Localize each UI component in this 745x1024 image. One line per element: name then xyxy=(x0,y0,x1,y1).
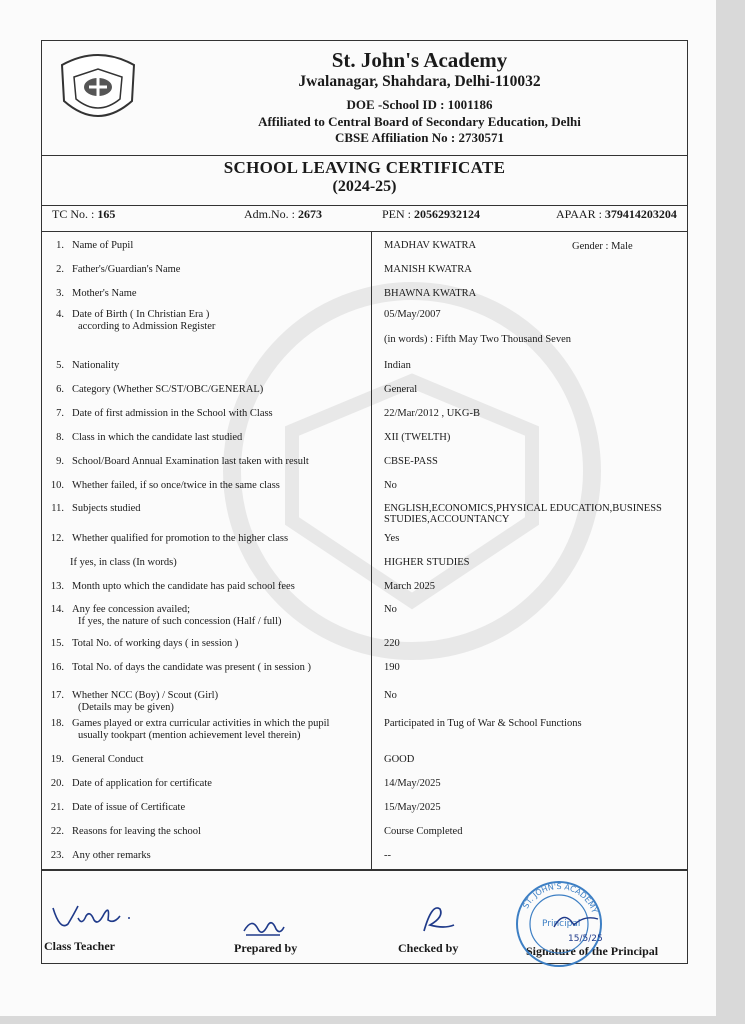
pen-label: PEN : xyxy=(382,207,415,221)
row-value xyxy=(384,309,684,345)
row-label-line: Reasons for leaving the school xyxy=(72,826,201,837)
row-value-line: 220 xyxy=(384,638,400,649)
row-number: 8. xyxy=(56,432,64,443)
apaar-label: APAAR : xyxy=(556,207,605,221)
cbse-affiliation-no: CBSE Affiliation No : 2730571 xyxy=(334,130,504,145)
row-label-line: Total No. of days the candidate was present ( in session ) xyxy=(72,662,311,673)
school-crest-logo xyxy=(52,43,144,135)
row-label xyxy=(72,360,362,372)
row-number: 11. xyxy=(51,503,64,514)
row-number: 13. xyxy=(50,581,64,592)
row-label xyxy=(72,408,362,420)
checked-by-label: Checked by xyxy=(398,941,459,955)
row-number: 21. xyxy=(50,802,64,813)
row-label-line: Date of application for certificate xyxy=(72,778,212,789)
row-number: 17. xyxy=(50,690,64,701)
row-value xyxy=(384,604,684,615)
row-label-line: Whether NCC (Boy) / Scout (Girl) xyxy=(72,690,219,701)
row-value xyxy=(384,662,684,673)
id-row xyxy=(42,205,687,232)
row-value-line: 15/May/2025 xyxy=(384,802,441,813)
tc-value: 165 xyxy=(97,207,116,221)
certificate-frame xyxy=(41,40,688,964)
row-label-line: Whether failed, if so once/twice in the same class xyxy=(72,480,280,491)
row-number: 4. xyxy=(56,309,64,320)
row-value-line: STUDIES,ACCOUNTANCY xyxy=(384,514,510,525)
row-label-line: Any other remarks xyxy=(72,850,151,861)
row-label-line: General Conduct xyxy=(72,754,144,765)
school-seal-stamp xyxy=(514,879,604,969)
row-number: 18. xyxy=(50,718,64,729)
row-label xyxy=(72,638,362,650)
row-value xyxy=(384,288,684,299)
prepared-by-signature xyxy=(238,913,288,943)
row-value-line: GOOD xyxy=(384,754,415,765)
prepared-by-label: Prepared by xyxy=(234,941,298,955)
row-label xyxy=(72,604,362,628)
row-value-line: No xyxy=(384,690,397,701)
svg-text:ST. JOHN'S ACADEMY: ST. JOHN'S ACADEMY xyxy=(521,881,600,915)
apaar-value: 379414203204 xyxy=(604,207,677,221)
row-label xyxy=(72,802,362,814)
gender: Gender : Male xyxy=(572,241,633,252)
row-number: 5. xyxy=(56,360,64,371)
row-value xyxy=(384,360,684,371)
row-number: 20. xyxy=(50,778,64,789)
row-label-line: Name of Pupil xyxy=(72,240,134,251)
certificate-header xyxy=(42,41,687,156)
row-label xyxy=(70,557,360,569)
row-label-line: If yes, in class (In words) xyxy=(70,557,177,568)
row-label xyxy=(72,456,362,468)
row-number: 6. xyxy=(56,384,64,395)
row-label-line: Games played or extra curricular activities in which the pupil xyxy=(72,718,330,729)
footer-divider xyxy=(42,869,687,871)
row-value-line: Participated in Tug of War & School Functions xyxy=(384,718,582,729)
checked-by-signature xyxy=(414,899,464,939)
row-value xyxy=(384,557,684,568)
row-value-line: Indian xyxy=(384,360,411,371)
row-value xyxy=(384,581,684,592)
row-label xyxy=(72,718,362,742)
adm-label: Adm.No. : xyxy=(244,207,298,221)
row-label xyxy=(72,754,362,766)
row-label-line: Month upto which the candidate has paid school fees xyxy=(72,581,295,592)
row-value-line: ENGLISH,ECONOMICS,PHYSICAL EDUCATION,BUSINESS xyxy=(384,503,662,514)
row-value-line: CBSE-PASS xyxy=(384,456,438,467)
row-label-line: Father's/Guardian's Name xyxy=(72,264,181,275)
row-value-line: XII (TWELTH) xyxy=(384,432,451,443)
row-label-line: School/Board Annual Examination last taken with result xyxy=(72,456,309,467)
row-label xyxy=(72,690,362,714)
row-label xyxy=(72,662,362,674)
row-value xyxy=(384,432,684,443)
row-number: 14. xyxy=(50,604,64,615)
row-label-line: according to Admission Register xyxy=(78,321,216,332)
row-label-line: Nationality xyxy=(72,360,120,371)
school-name: St. John's Academy xyxy=(331,48,508,72)
row-value xyxy=(384,480,684,491)
row-value xyxy=(384,778,684,789)
certificate-title-box xyxy=(42,155,687,206)
svg-text:Principal: Principal xyxy=(542,919,581,929)
certificate-title: SCHOOL LEAVING CERTIFICATE xyxy=(223,158,506,177)
row-number: 10. xyxy=(50,480,64,491)
row-value-line: BHAWNA KWATRA xyxy=(384,288,477,299)
row-label xyxy=(72,778,362,790)
row-value xyxy=(384,718,684,729)
row-number: 23. xyxy=(50,850,64,861)
row-number: 7. xyxy=(56,408,64,419)
pen-value: 20562932124 xyxy=(414,207,481,221)
row-value-line: MANISH KWATRA xyxy=(384,264,472,275)
row-number: 15. xyxy=(50,638,64,649)
row-value-line: 22/Mar/2012 , UKG-B xyxy=(384,408,480,419)
row-label xyxy=(72,432,362,444)
row-label-line: If yes, the nature of such concession (Half / full) xyxy=(78,616,282,627)
row-value-line: General xyxy=(384,384,418,395)
row-value-line: No xyxy=(384,604,397,615)
row-value xyxy=(384,384,684,395)
row-number: 3. xyxy=(56,288,64,299)
row-value xyxy=(384,754,684,765)
row-value xyxy=(384,240,684,251)
apaar-no xyxy=(556,207,677,222)
row-label-line: Subjects studied xyxy=(72,503,141,514)
row-value-line: HIGHER STUDIES xyxy=(384,557,470,568)
row-value-line: -- xyxy=(384,850,391,861)
row-label xyxy=(72,480,362,492)
row-value xyxy=(384,408,684,419)
row-label xyxy=(72,826,362,838)
row-label-line: Date of Birth ( In Christian Era ) xyxy=(72,309,210,320)
row-label-line: Any fee concession availed; xyxy=(72,604,191,615)
certificate-year: (2024-25) xyxy=(332,178,397,195)
row-number: 22. xyxy=(50,826,64,837)
row-value-line: 14/May/2025 xyxy=(384,778,441,789)
school-address: Jwalanagar, Shahdara, Delhi-110032 xyxy=(298,73,541,90)
row-value-line: 05/May/2007 xyxy=(384,309,441,320)
row-value-line: Course Completed xyxy=(384,826,463,837)
row-value xyxy=(384,533,684,544)
row-value-line: No xyxy=(384,480,397,491)
row-number: 9. xyxy=(56,456,64,467)
row-value-line: 190 xyxy=(384,662,400,673)
row-number: 1. xyxy=(56,240,64,251)
row-value xyxy=(384,826,684,837)
principal-signature-label: Signature of the Principal xyxy=(526,944,659,958)
row-label xyxy=(72,240,362,252)
row-value xyxy=(384,456,684,467)
row-label xyxy=(72,503,362,515)
row-label xyxy=(72,309,362,333)
row-label-line: usually tookpart (mention achievement level therein) xyxy=(78,730,301,741)
row-label xyxy=(72,533,362,545)
row-label-line: Whether qualified for promotion to the higher class xyxy=(72,533,289,544)
row-label-line: Date of first admission in the School with Class xyxy=(72,408,273,419)
svg-text:15/5/25: 15/5/25 xyxy=(568,934,603,944)
adm-value: 2673 xyxy=(298,207,322,221)
row-number: 16. xyxy=(50,662,64,673)
doe-school-id: DOE -School ID : 1001186 xyxy=(346,97,493,112)
row-label xyxy=(72,850,362,862)
row-label xyxy=(72,264,362,276)
row-number: 19. xyxy=(50,754,64,765)
row-label-line: (Details may be given) xyxy=(78,702,174,713)
affiliation: Affiliated to Central Board of Secondary Education, Delhi xyxy=(258,114,581,129)
row-value xyxy=(384,850,684,861)
column-divider xyxy=(371,231,372,869)
pen-no xyxy=(382,207,480,222)
row-number: 2. xyxy=(56,264,64,275)
row-label-line: Category (Whether SC/ST/OBC/GENERAL) xyxy=(72,384,264,395)
row-label-line: Date of issue of Certificate xyxy=(72,802,186,813)
row-label xyxy=(72,384,362,396)
row-value-line: (in words) : Fifth May Two Thousand Seven xyxy=(384,334,571,345)
row-label xyxy=(72,288,362,300)
row-label-line: Mother's Name xyxy=(72,288,137,299)
row-value xyxy=(384,503,684,525)
row-label-line: Total No. of working days ( in session ) xyxy=(72,638,239,649)
tc-no xyxy=(52,207,115,222)
tc-label: TC No. : xyxy=(52,207,98,221)
row-number: 12. xyxy=(50,533,64,544)
class-teacher-signature xyxy=(48,896,138,936)
adm-no xyxy=(244,207,322,222)
row-value xyxy=(384,264,684,275)
row-value xyxy=(384,690,684,701)
row-label-line: Class in which the candidate last studied xyxy=(72,432,243,443)
row-value xyxy=(384,802,684,813)
row-value-line: March 2025 xyxy=(384,581,436,592)
row-value xyxy=(384,638,684,649)
row-label xyxy=(72,581,362,593)
row-value-line: MADHAV KWATRA xyxy=(384,240,477,251)
row-value-line: Yes xyxy=(384,533,400,544)
class-teacher-label: Class Teacher xyxy=(44,939,116,953)
